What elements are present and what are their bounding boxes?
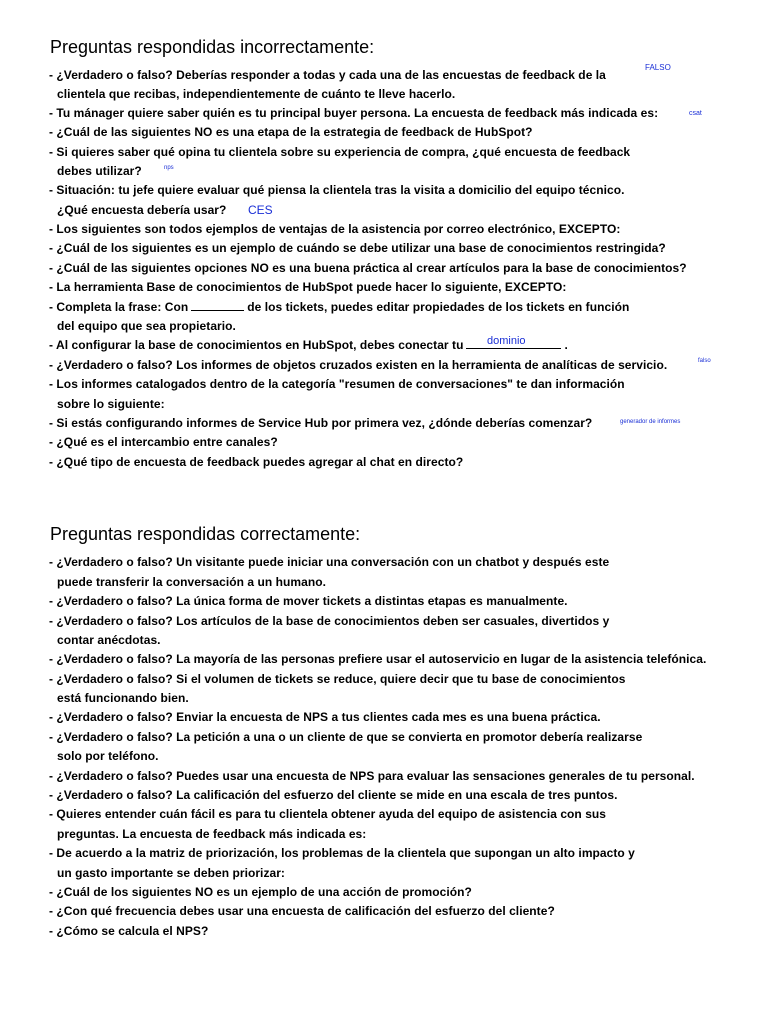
- question-line: - ¿Qué tipo de encuesta de feedback puedes agregar al chat en directo?: [49, 455, 464, 469]
- question-line: debes utilizar?: [57, 164, 142, 178]
- question-line: - ¿Verdadero o falso? Enviar la encuesta de NPS a tus clientes cada mes es una buena práctica.: [49, 710, 601, 724]
- handwritten-answer: nps: [164, 165, 174, 171]
- question-line: - ¿Qué es el intercambio entre canales?: [49, 435, 278, 449]
- question-line: - ¿Cómo se calcula el NPS?: [49, 924, 209, 938]
- question-line: - La herramienta Base de conocimientos de HubSpot puede hacer lo siguiente, EXCEPTO:: [49, 280, 567, 294]
- question-line: - Al configurar la base de conocimientos en HubSpot, debes conectar tu .: [49, 338, 568, 352]
- question-line: - ¿Verdadero o falso? Los artículos de la base de conocimientos deben ser casuales, divertidos y: [49, 614, 610, 628]
- question-line: - ¿Cuál de las siguientes opciones NO es una buena práctica al crear artículos para la base de conocimientos?: [49, 261, 687, 275]
- correct-section-title: Preguntas respondidas correctamente:: [50, 524, 361, 544]
- question-line: - Quieres entender cuán fácil es para tu clientela obtener ayuda del equipo de asistencia con sus: [49, 807, 607, 821]
- handwritten-answer: FALSO: [645, 63, 671, 72]
- question-line: un gasto importante se deben priorizar:: [57, 866, 285, 880]
- handwritten-answer: falso: [698, 358, 711, 364]
- question-line: - Completa la frase: Con de los tickets, puedes editar propiedades de los tickets en función: [49, 300, 630, 314]
- incorrect-section-title: Preguntas respondidas incorrectamente:: [50, 37, 375, 57]
- question-line: del equipo que sea propietario.: [57, 319, 236, 333]
- question-line: está funcionando bien.: [57, 691, 189, 705]
- question-line: - De acuerdo a la matriz de priorización, los problemas de la clientela que supongan un alto impacto y: [49, 846, 635, 860]
- question-line: sobre lo siguiente:: [57, 397, 165, 411]
- question-line: - ¿Verdadero o falso? Los informes de objetos cruzados existen en la herramienta de analíticas de servicio.: [49, 358, 668, 372]
- handwritten-answer: generador de informes: [620, 419, 681, 425]
- question-line: - Situación: tu jefe quiere evaluar qué piensa la clientela tras la visita a domicilio del equipo técnico.: [49, 183, 625, 197]
- question-line: preguntas. La encuesta de feedback más indicada es:: [57, 827, 367, 841]
- question-line: - ¿Verdadero o falso? La única forma de mover tickets a distintas etapas es manualmente.: [49, 594, 568, 608]
- question-line: - Tu mánager quiere saber quién es tu principal buyer persona. La encuesta de feedback más indicada es:: [49, 106, 659, 120]
- question-line: - ¿Verdadero o falso? Puedes usar una encuesta de NPS para evaluar las sensaciones generales de tu personal.: [49, 769, 695, 783]
- question-line: - Los informes catalogados dentro de la categoría "resumen de conversaciones" te dan información: [49, 377, 625, 391]
- question-line: - Si quieres saber qué opina tu clientela sobre su experiencia de compra, ¿qué encuesta de feedback: [49, 145, 631, 159]
- question-line: puede transferir la conversación a un humano.: [57, 575, 326, 589]
- question-line: - ¿Cuál de los siguientes NO es un ejemplo de una acción de promoción?: [49, 885, 472, 899]
- question-line: - Los siguientes son todos ejemplos de ventajas de la asistencia por correo electrónico, EXCEPTO:: [49, 222, 621, 236]
- handwritten-answer: CES: [248, 203, 273, 217]
- question-line: - ¿Verdadero o falso? La petición a una o un cliente de que se convierta en promotor debería realizarse: [49, 730, 643, 744]
- question-line: - ¿Verdadero o falso? La calificación del esfuerzo del cliente se mide en una escala de tres puntos.: [49, 788, 618, 802]
- fill-in-blank: [191, 299, 244, 311]
- question-line: - Si estás configurando informes de Service Hub por primera vez, ¿dónde deberías comenzar?: [49, 416, 593, 430]
- question-line: contar anécdotas.: [57, 633, 161, 647]
- handwritten-answer: csat: [689, 110, 702, 117]
- handwritten-answer: dominio: [487, 335, 526, 347]
- question-line: ¿Qué encuesta debería usar?: [57, 203, 227, 217]
- question-line: clientela que recibas, independientemente de cuánto te lleve hacerlo.: [57, 87, 456, 101]
- question-line: solo por teléfono.: [57, 749, 159, 763]
- question-line: - ¿Cuál de las siguientes NO es una etapa de la estrategia de feedback de HubSpot?: [49, 125, 533, 139]
- question-line: - ¿Verdadero o falso? Si el volumen de tickets se reduce, quiere decir que tu base de conocimientos: [49, 672, 626, 686]
- question-line: - ¿Con qué frecuencia debes usar una encuesta de calificación del esfuerzo del cliente?: [49, 904, 555, 918]
- question-line: - ¿Cuál de los siguientes es un ejemplo de cuándo se debe utilizar una base de conocimientos restringida?: [49, 241, 666, 255]
- question-line: - ¿Verdadero o falso? Un visitante puede iniciar una conversación con un chatbot y después este: [49, 555, 610, 569]
- question-line: - ¿Verdadero o falso? La mayoría de las personas prefiere usar el autoservicio en lugar de la asistencia telefónica.: [49, 652, 707, 666]
- question-line: - ¿Verdadero o falso? Deberías responder a todas y cada una de las encuestas de feedback de la: [49, 68, 606, 82]
